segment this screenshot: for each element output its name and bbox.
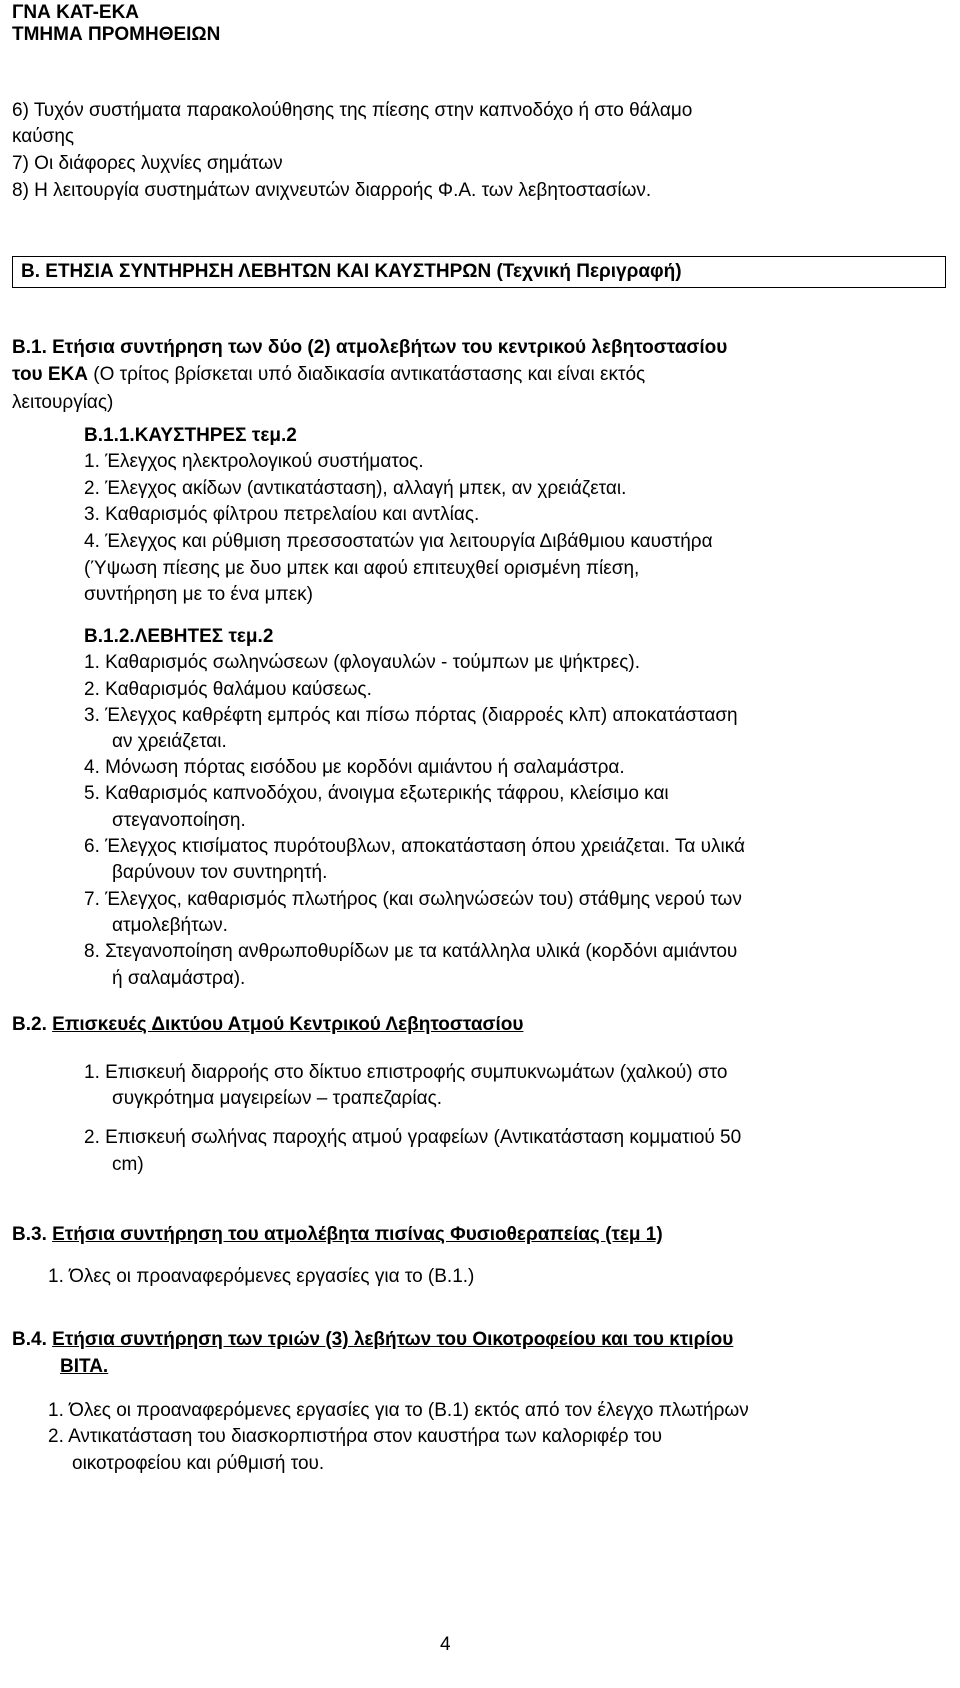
b4-item-1: 1. Όλες οι προαναφερόμενες εργασίες για το (Β.1) εκτός από τον έλεγχο πλωτήρων	[48, 1400, 749, 1421]
b2-prefix: Β.2.	[12, 1014, 47, 1035]
b2-item-2-cont: cm)	[112, 1154, 144, 1175]
b12-item-7: 7. Έλεγχος, καθαρισμός πλωτήρος (και σωληνώσεών του) στάθμης νερού των	[84, 889, 742, 910]
b3-heading: Ετήσια συντήρηση του ατμολέβητα πισίνας Φυσιοθεραπείας (τεμ 1)	[52, 1224, 663, 1245]
b2-title	[12, 1012, 523, 1038]
b3-title	[12, 1222, 663, 1248]
intro-item-6-cont: καύσης	[12, 126, 75, 147]
b4-heading: Ετήσια συντήρηση των τριών (3) λεβήτων του Οικοτροφείου και του κτιρίου	[52, 1329, 734, 1350]
b12-item-6: 6. Έλεγχος κτισίματος πυρότουβλων, αποκατάσταση όπου χρειάζεται. Τα υλικά	[84, 836, 746, 857]
b4-prefix: Β.4.	[12, 1329, 47, 1350]
page-number: 4	[440, 1634, 451, 1655]
b12-item-8-cont: ή σαλαμάστρα).	[112, 968, 246, 989]
header-org: ΓΝΑ ΚΑΤ-ΕΚΑ	[12, 2, 140, 23]
b11-item-4-cont2: συντήρηση με το ένα μπεκ)	[84, 584, 314, 605]
b12-item-6-cont: βαρύνουν τον συντηρητή.	[112, 862, 328, 883]
intro-item-7: 7) Οι διάφορες λυχνίες σημάτων	[12, 153, 283, 174]
header-department: ΤΜΗΜΑ ΠΡΟΜΗΘΕΙΩΝ	[12, 24, 221, 45]
b11-item-2: 2. Έλεγχος ακίδων (αντικατάσταση), αλλαγή μπεκ, αν χρειάζεται.	[84, 478, 627, 499]
b1-title-line1: Β.1. Ετήσια συντήρηση των δύο (2) ατμολεβήτων του κεντρικού λεβητοστασίου	[12, 337, 728, 358]
b12-item-5-cont: στεγανοποίηση.	[112, 810, 246, 831]
b12-item-2: 2. Καθαρισμός θαλάμου καύσεως.	[84, 679, 372, 700]
b3-prefix: Β.3.	[12, 1224, 47, 1245]
b12-item-7-cont: ατμολεβήτων.	[112, 915, 228, 936]
b1-title-line3: λειτουργίας)	[12, 392, 114, 413]
intro-item-8: 8) Η λειτουργία συστημάτων ανιχνευτών διαρροής Φ.Α. των λεβητοστασίων.	[12, 180, 652, 201]
b1-title-line2	[12, 362, 645, 388]
b3-item-1: 1. Όλες οι προαναφερόμενες εργασίες για το (Β.1.)	[48, 1266, 475, 1287]
b12-item-3-cont: αν χρειάζεται.	[112, 731, 227, 752]
b11-item-3: 3. Καθαρισμός φίλτρου πετρελαίου και αντλίας.	[84, 504, 480, 525]
b2-item-1: 1. Επισκευή διαρροής στο δίκτυο επιστροφής συμπυκνωμάτων (χαλκού) στο	[84, 1062, 728, 1083]
b12-item-4: 4. Μόνωση πόρτας εισόδου με κορδόνι αμιάντου ή σαλαμάστρα.	[84, 757, 625, 778]
b12-item-3: 3. Έλεγχος καθρέφτη εμπρός και πίσω πόρτας (διαρροές κλπ) αποκατάσταση	[84, 705, 738, 726]
b1-org: του ΕΚΑ	[12, 364, 89, 385]
b11-item-4: 4. Έλεγχος και ρύθμιση πρεσσοστατών για λειτουργία Διβάθμιου καυστήρα	[84, 531, 713, 552]
b11-title: Β.1.1.ΚΑΥΣΤΗΡΕΣ τεμ.2	[84, 425, 297, 446]
b11-item-4-cont: (Ύψωση πίεσης με δυο μπεκ και αφού επιτευχθεί ορισμένη πίεση,	[84, 558, 640, 579]
b12-item-8: 8. Στεγανοποίηση ανθρωποθυρίδων με τα κατάλληλα υλικά (κορδόνι αμιάντου	[84, 941, 738, 962]
section-b-title: Β. ΕΤΗΣΙΑ ΣΥΝΤΗΡΗΣΗ ΛΕΒΗΤΩΝ ΚΑΙ ΚΑΥΣΤΗΡΩΝ (Τεχνική Περιγραφή)	[21, 261, 682, 282]
section-b-box	[12, 256, 946, 288]
b2-item-2: 2. Επισκευή σωλήνας παροχής ατμού γραφείων (Αντικατάσταση κομματιού 50	[84, 1127, 742, 1148]
intro-item-6: 6) Τυχόν συστήματα παρακολούθησης της πίεσης στην καπνοδόχο ή στο θάλαμο	[12, 100, 693, 121]
b2-heading: Επισκευές Δικτύου Ατμού Κεντρικού Λεβητοστασίου	[52, 1014, 524, 1035]
b12-item-5: 5. Καθαρισμός καπνοδόχου, άνοιγμα εξωτερικής τάφρου, κλείσιμο και	[84, 783, 669, 804]
b2-item-1-cont: συγκρότημα μαγειρείων – τραπεζαρίας.	[112, 1088, 443, 1109]
b4-title-line2: ΒΙΤΑ.	[60, 1356, 109, 1377]
b1-note: (Ο τρίτος βρίσκεται υπό διαδικασία αντικατάστασης και είναι εκτός	[93, 364, 646, 385]
b4-item-2-cont: οικοτροφείου και ρύθμισή του.	[72, 1453, 325, 1474]
b11-item-1: 1. Έλεγχος ηλεκτρολογικού συστήματος.	[84, 451, 424, 472]
b12-title: Β.1.2.ΛΕΒΗΤΕΣ τεμ.2	[84, 626, 274, 647]
b4-title-line1	[12, 1327, 733, 1353]
b12-item-1: 1. Καθαρισμός σωληνώσεων (φλογαυλών - τούμπων με ψήκτρες).	[84, 652, 641, 673]
b4-item-2: 2. Αντικατάσταση του διασκορπιστήρα στον καυστήρα των καλοριφέρ του	[48, 1426, 662, 1447]
